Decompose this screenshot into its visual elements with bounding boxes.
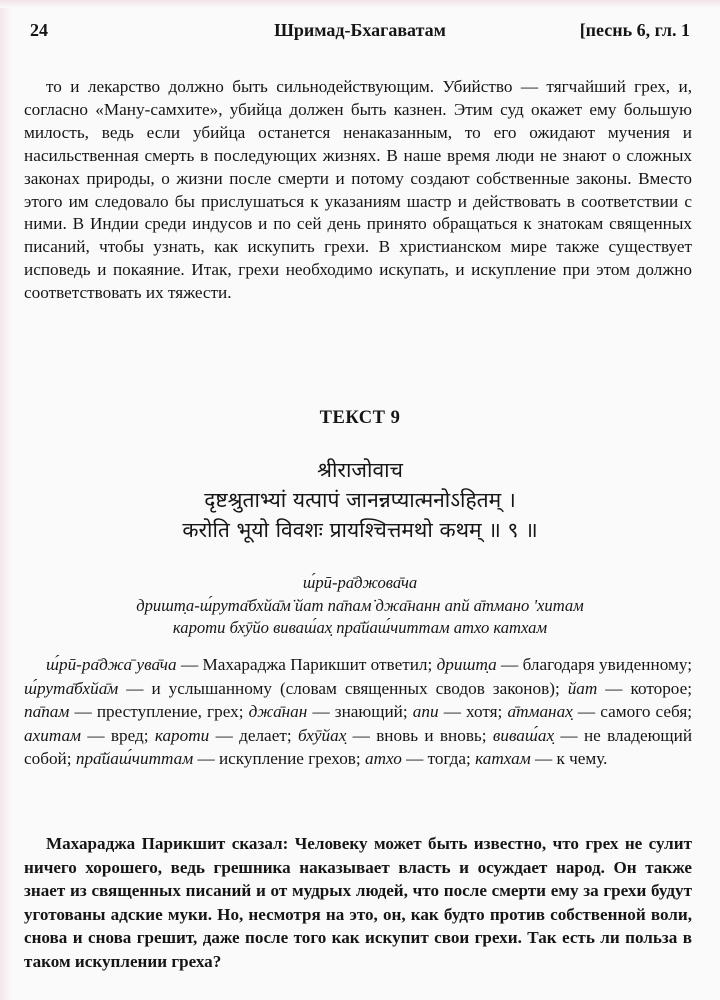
synonym-word: кароти [154,725,210,745]
synonym-meaning: искупление грехов [218,749,356,769]
synonym-word: катхам [475,749,531,769]
synonym-meaning: знающий [334,702,403,722]
synonym-meaning: вновь и вновь [376,725,482,745]
synonym-word: апи [412,702,439,722]
synonym-meaning: тогда [427,749,467,769]
synonym-word: ш́рӣ-ра̄джа̄ ува̄ча [46,655,177,674]
synonym-word: а̄тманах̣ [507,702,573,722]
synonym-meaning: самого себя [600,702,688,722]
synonym-meaning: к чему [556,749,604,769]
synonym-word: па̄пам [24,702,70,722]
sanskrit-line: श्रीराजोवाच [317,458,403,482]
synonym-word: ахитам [24,725,82,745]
synonym-word: пра̄йаш́читтам [75,749,194,769]
page-number: 24 [30,20,48,40]
synonym-meaning: хотя [466,702,498,722]
synonym-word: йат [567,678,598,698]
sanskrit-line: करोति भूयो विवशः प्रायश्चित्तमथो कथम् ॥ ९ ॥ [182,518,538,542]
synonym-meaning: не владеющий собой [24,725,693,769]
transliteration-line: дришт̣а-ш́рута̄бхйа̄м̇ йат па̄пам̇ джа̄нанн апй а̄тмано 'хитам [136,595,584,615]
synonym-word: дришт̣а [436,655,497,674]
synonym-word: атхо [365,749,402,769]
book-title: Шримад-Бхагаватам [274,20,446,40]
word-for-word-synonyms: ш́рӣ-ра̄джа̄ ува̄ча — Махараджа Парикшит ответил; дришт̣а — благодаря увиденному; ш́рута̄бхйа̄м — и услышанному (словам священных сводов законов); йат — которое; па̄пам — преступление, грех; джа̄нан — знающий; апи — хотя; а̄тманах̣ — самого себя; ахитам — вред; кароти — делает; бхӯйах̣ — вновь и вновь; виваш́ах̣ — не владеющий собой; пра̄йаш́читтам — искупление грехов; атхо — тогда; катхам — к чему. [24,655,693,769]
verse-heading: ТЕКСТ 9 [319,408,401,428]
verse-translation: Махараджа Парикшит сказал: Человеку может быть известно, что грех не сулит ничего хорошего, ведь грешника наказывает власть и осуждает народ. Он также знает из священных писаний и от мудрых людей, что после смерти ему за грехи будут уготованы адские муки. Но, несмотря на это, он, как будто против собственной воли, снова и снова грешит, даже после того как искупит свои грехи. Так есть ли польза в таком искуплении греха? [24,834,692,971]
synonym-meaning: преступление, грех [96,702,239,722]
synonym-word: джа̄нан [248,702,308,722]
transliteration-line: ш́рӣ-ра̄джова̄ча [302,573,418,592]
sanskrit-line: दृष्टश्रुताभ्यां यत्पापं जानन्नप्यात्मनोऽहितम् । [204,488,516,512]
synonym-word: виваш́ах̣ [492,725,555,745]
page-top-edge [0,0,720,8]
running-header [30,20,690,50]
transliteration [0,572,720,640]
synonym-meaning: Махараджа Парикшит ответил [202,655,428,674]
synonym-word: бхӯйах̣ [297,725,347,745]
sanskrit-verse [40,455,680,545]
synonym-meaning: и услышанному (словам священных сводов законов) [151,678,555,698]
synonym-meaning: вред [110,725,144,745]
synonym-meaning: делает [239,725,287,745]
page-left-edge [0,0,12,1000]
synonym-meaning: благодаря увиденному [522,655,688,674]
synonym-word: ш́рута̄бхйа̄м [24,678,119,698]
section-reference: [песнь 6, гл. 1 [579,20,690,40]
purport-paragraph: то и лекарство должно быть сильнодействующим. Убийство — тягчайший грех, и, согласно «Ману-самхите», убийца должен быть казнен. Этим суд окажет ему большую милость, ведь если убийца останется ненаказанным, то его ожидают мучения и насильственная смерть в последующих жизнях. В наше время люди не знают о сложных законах природы, о жизни после смерти и потому создают собственные законы. Вместо этого им следовало бы прислушаться к указаниям шастр и действовать в соответствии с ними. В Индии среди индусов и по сей день принято обращаться к знатокам священных писаний, чтобы узнать, как искупить грехи. В христианском мире также существует исповедь и покаяние. Итак, грехи необходимо искупать, и искупление при этом должно соответствовать их тяжести. [24,77,692,303]
transliteration-line: кароти бхӯйо виваш́ах̣ пра̄йаш́читтам атхо катхам [172,618,548,637]
synonym-meaning: которое [630,678,688,698]
